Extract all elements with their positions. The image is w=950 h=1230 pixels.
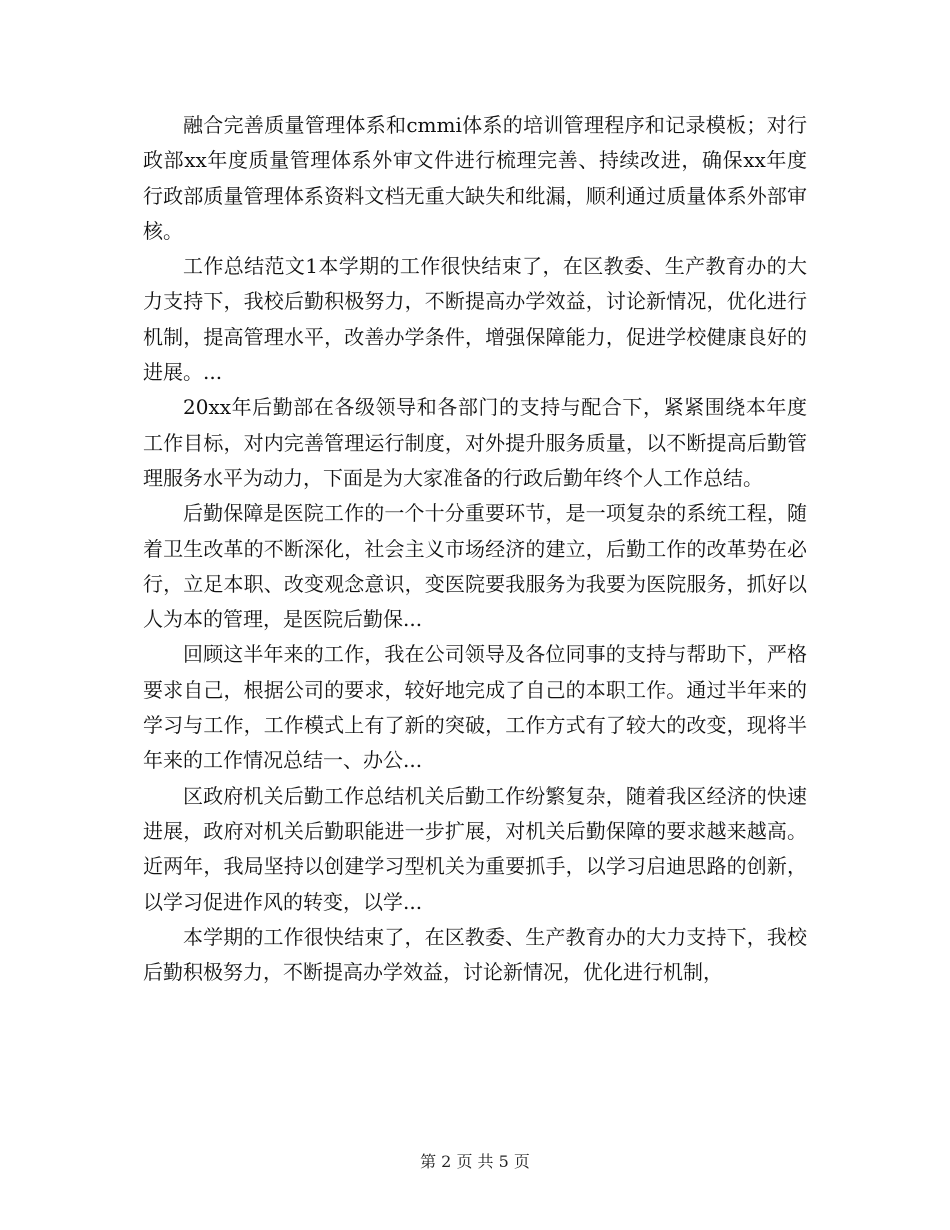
paragraph-5: 回顾这半年来的工作，我在公司领导及各位同事的支持与帮助下，严格要求自己，根据公司的要求，较好地完成了自己的本职工作。通过半年来的学习与工作，工作模式上有了新的突破，工作方式有了较大的改变，现将半年来的工作情况总结一、办公... bbox=[143, 642, 807, 773]
page-number-footer: 第 2 页 共 5 页 bbox=[420, 1152, 530, 1171]
document-body bbox=[143, 108, 807, 990]
paragraph-2: 工作总结范文1本学期的工作很快结束了，在区教委、生产教育办的大力支持下，我校后勤积极努力，不断提高办学效益，讨论新情况，优化进行机制，提高管理水平，改善办学条件，增强保障能力，促进学校健康良好的进展。... bbox=[143, 254, 807, 385]
paragraph-7: 本学期的工作很快结束了，在区教委、生产教育办的大力支持下，我校后勤积极努力，不断提高办学效益，讨论新情况，优化进行机制， bbox=[143, 924, 807, 985]
paragraph-3: 20xx年后勤部在各级领导和各部门的支持与配合下，紧紧围绕本年度工作目标，对内完善管理运行制度，对外提升服务质量，以不断提高后勤管理服务水平为动力，下面是为大家准备的行政后勤年终个人工作总结。 bbox=[143, 395, 807, 490]
paragraph-6: 区政府机关后勤工作总结机关后勤工作纷繁复杂，随着我区经济的快速进展，政府对机关后勤职能进一步扩展，对机关后勤保障的要求越来越高。近两年，我局坚持以创建学习型机关为重要抓手，以学习启迪思路的创新，以学习促进作风的转变，以学... bbox=[143, 783, 807, 914]
paragraph-4: 后勤保障是医院工作的一个十分重要环节，是一项复杂的系统工程，随着卫生改革的不断深化，社会主义市场经济的建立，后勤工作的改革势在必行，立足本职、改变观念意识，变医院要我服务为我要为医院服务，抓好以人为本的管理，是医院后勤保... bbox=[143, 501, 807, 632]
paragraph-1: 融合完善质量管理体系和cmmi体系的培训管理程序和记录模板；对行政部xx年度质量管理体系外审文件进行梳理完善、持续改进，确保xx年度行政部质量管理体系资料文档无重大缺失和纰漏，顺利通过质量体系外部审核。 bbox=[143, 113, 807, 243]
